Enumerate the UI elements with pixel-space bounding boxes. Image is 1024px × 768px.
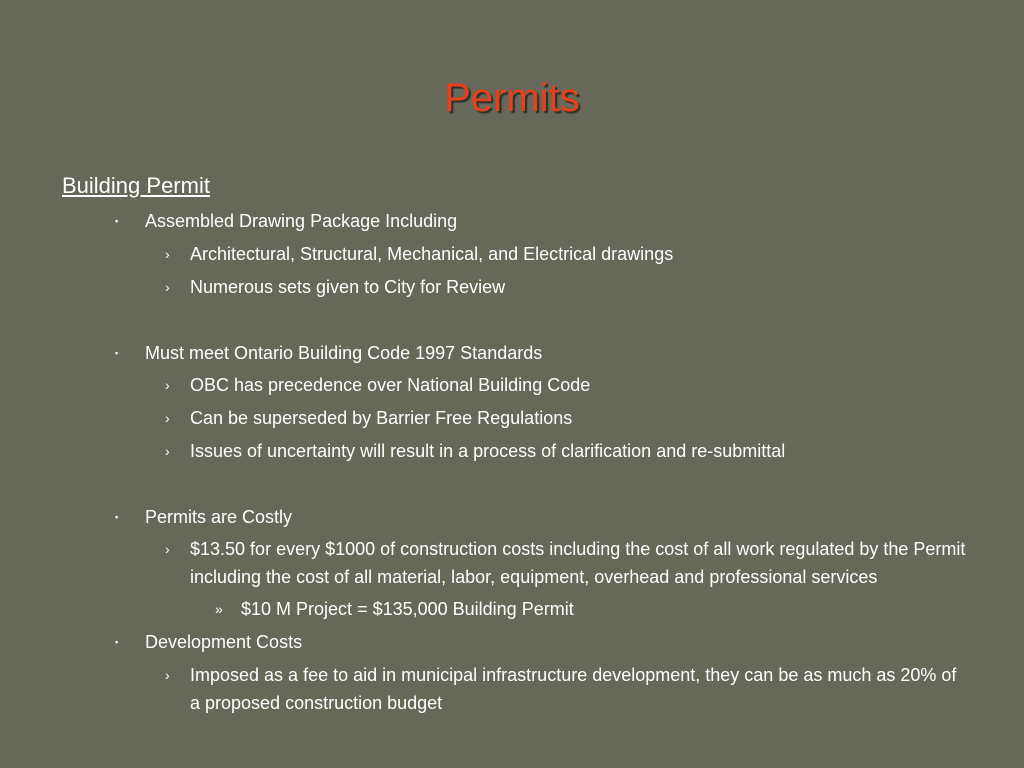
square-bullet-icon: ▪ (115, 637, 119, 647)
sub-bullet-item: Can be superseded by Barrier Free Regulations (190, 408, 573, 428)
bullet-item: Assembled Drawing Package Including (145, 211, 458, 231)
chevron-bullet-icon: › (165, 541, 170, 557)
bullet-item: Development Costs (145, 632, 303, 652)
double-chevron-bullet-icon: » (215, 601, 223, 617)
sub-bullet-item: $13.50 for every $1000 of construction costs including the cost of all work regulated by the Permit including the cost of all material, labor, equipment, overhead and professional services (190, 539, 966, 587)
bullet-item: Must meet Ontario Building Code 1997 Standards (145, 343, 543, 363)
sub-sub-bullet-item: $10 M Project = $135,000 Building Permit (241, 599, 574, 619)
chevron-bullet-icon: › (165, 279, 170, 295)
square-bullet-icon: ▪ (115, 512, 119, 522)
chevron-bullet-icon: › (165, 377, 170, 393)
sub-bullet-item: Issues of uncertainty will result in a process of clarification and re-submittal (190, 441, 786, 461)
square-bullet-icon: ▪ (115, 348, 119, 358)
square-bullet-icon: ▪ (115, 216, 119, 226)
chevron-bullet-icon: › (165, 246, 170, 262)
chevron-bullet-icon: › (165, 443, 170, 459)
sub-bullet-item: Numerous sets given to City for Review (190, 277, 506, 297)
chevron-bullet-icon: › (165, 410, 170, 426)
slide-title: Permits (444, 76, 580, 120)
chevron-bullet-icon: › (165, 667, 170, 683)
section-heading: Building Permit (62, 173, 210, 198)
bullet-item: Permits are Costly (145, 507, 293, 527)
sub-bullet-item: Imposed as a fee to aid in municipal infrastructure development, they can be as much as 20% of a proposed construction budget (190, 665, 957, 713)
sub-bullet-item: Architectural, Structural, Mechanical, and Electrical drawings (190, 244, 674, 264)
sub-bullet-item: OBC has precedence over National Building Code (190, 375, 591, 395)
